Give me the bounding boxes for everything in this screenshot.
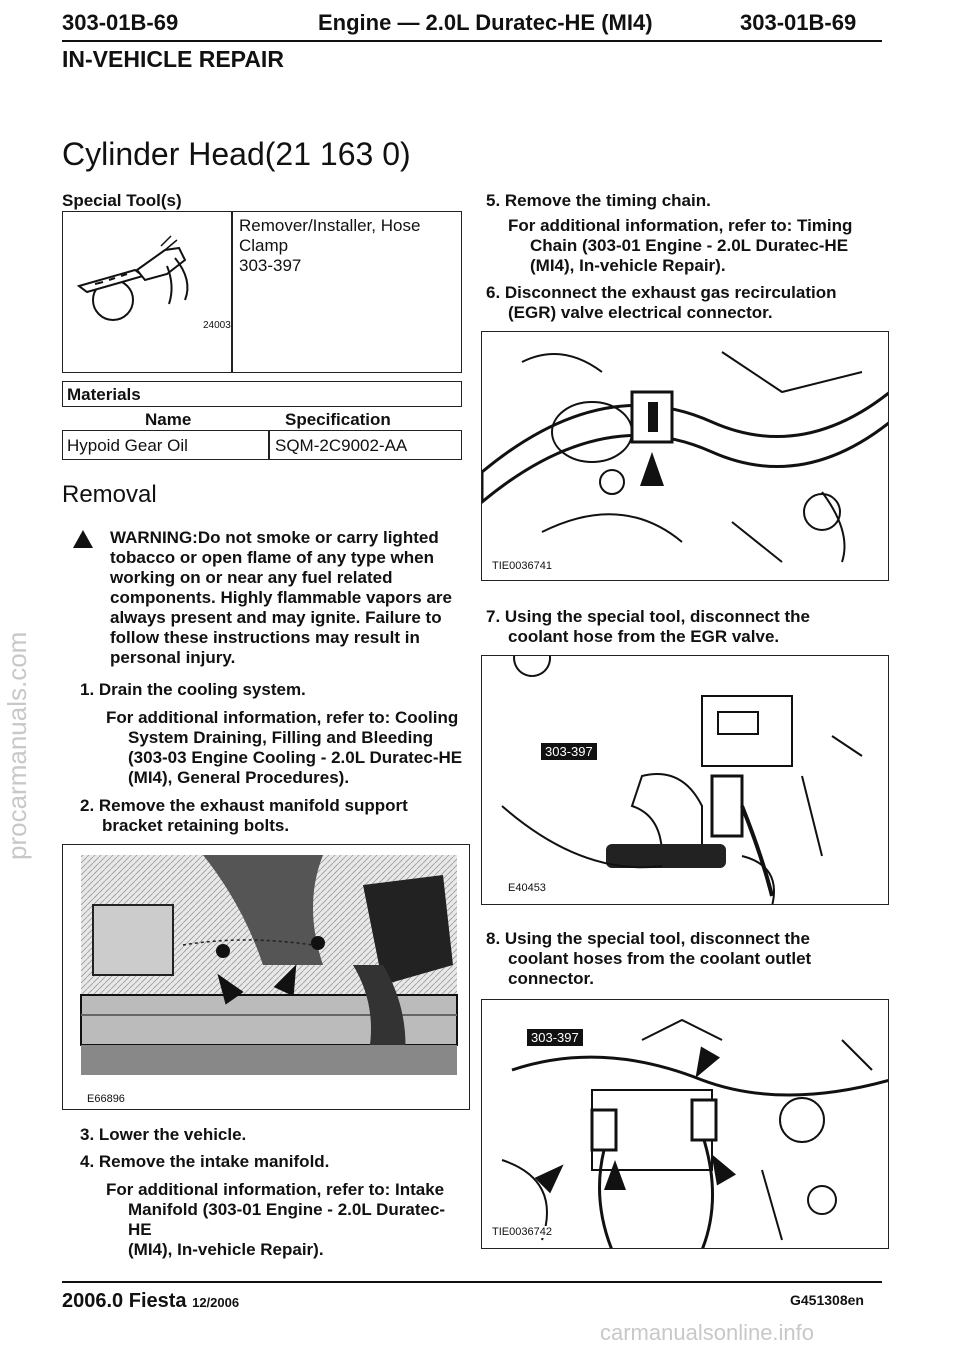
ref-line: (MI4), General Procedures). (128, 768, 350, 787)
figure-4-label: TIE0036742 (492, 1226, 552, 1238)
footer-rule (62, 1281, 882, 1283)
ref-line: (MI4), In-vehicle Repair). (530, 256, 726, 275)
step-1-reference (106, 708, 466, 788)
warning-line: components. Highly flammable vapors are (110, 588, 452, 607)
special-tool-callout: 303-397 (526, 1028, 584, 1047)
header-right-code: 303-01B-69 (740, 10, 857, 35)
warning-line: working on or near any fuel related (110, 568, 393, 587)
step-7-line: 7. Using the special tool, disconnect the (486, 607, 811, 626)
ref-line: For additional information, refer to: Cooling (106, 708, 459, 727)
special-tool-callout: 303-397 (540, 742, 598, 761)
footer-model-text: 2006.0 Fiesta (62, 1290, 187, 1312)
figure-coolant-outlet-connector (481, 999, 889, 1249)
materials-col-spec: Specification (285, 410, 391, 429)
step-2-line: 2. Remove the exhaust manifold support (80, 796, 408, 815)
material-spec: SQM-2C9002-AA (275, 436, 408, 455)
warning-triangle-icon (72, 529, 94, 549)
special-tool-table (62, 211, 462, 373)
hose-arrow-icon (604, 1160, 626, 1190)
warning-line: tobacco or open flame of any type when (110, 548, 434, 567)
materials-heading-box (62, 381, 462, 407)
tool-table-divider (231, 212, 233, 372)
hose-clamp-tool-illustration (75, 230, 225, 330)
step-8-line: 8. Using the special tool, disconnect the (486, 929, 811, 948)
header-left-code: 303-01B-69 (62, 10, 179, 35)
figure-egr-coolant-hose (481, 655, 889, 905)
warning-line: WARNING:Do not smoke or carry lighted (110, 528, 439, 547)
tool-name-line2: Clamp (239, 236, 289, 255)
step-2-line: bracket retaining bolts. (102, 816, 290, 835)
bottom-watermark: carmanualsonline.info (600, 1320, 815, 1345)
tool-name-line1: Remover/Installer, Hose (239, 216, 421, 235)
section-heading: IN-VEHICLE REPAIR (62, 46, 284, 72)
warning-line: follow these instructions may result in (110, 628, 420, 647)
ref-line: For additional information, refer to: Timing (508, 216, 853, 235)
step-8-line: coolant hoses from the coolant outlet (508, 949, 812, 968)
step-7-line: coolant hose from the EGR valve. (508, 627, 780, 646)
step-8-line: connector. (508, 969, 594, 988)
egr-coolant-hose-illustration (482, 656, 889, 905)
header-title: Engine — 2.0L Duratec-HE (MI4) (318, 10, 653, 35)
page-title: Cylinder Head(21 163 0) (62, 136, 411, 172)
header-rule (62, 40, 882, 42)
special-tools-heading: Special Tool(s) (62, 191, 182, 210)
step-4: 4. Remove the intake manifold. (80, 1152, 330, 1171)
egr-connector-illustration (482, 332, 889, 581)
step-6-line: (EGR) valve electrical connector. (508, 303, 773, 322)
footer-model (62, 1290, 239, 1313)
ref-line: For additional information, refer to: Intake (106, 1180, 445, 1199)
materials-row (62, 430, 462, 460)
ref-line: Chain (303-01 Engine - 2.0L Duratec-HE (530, 236, 849, 255)
step-5-reference (508, 216, 888, 276)
side-watermark: procarmanuals.com (2, 631, 32, 860)
tool-figure-label: 24003 (203, 320, 231, 331)
ref-line: (MI4), In-vehicle Repair). (128, 1240, 324, 1259)
warning-text (110, 528, 470, 668)
ref-line: System Draining, Filling and Bleeding (128, 728, 434, 747)
footer-date: 12/2006 (192, 1295, 240, 1310)
warning-line: always present and may ignite. Failure to (110, 608, 442, 627)
materials-col-name: Name (145, 410, 192, 429)
step-2 (80, 796, 460, 836)
removal-heading: Removal (62, 481, 157, 508)
step-6-line: 6. Disconnect the exhaust gas recirculation (486, 283, 837, 302)
step-8 (486, 929, 886, 989)
exhaust-bracket-illustration (63, 845, 470, 1110)
ref-line: Manifold (303-01 Engine - 2.0L Duratec-HE (128, 1200, 446, 1239)
tool-description (239, 216, 420, 276)
step-5: 5. Remove the timing chain. (486, 191, 711, 210)
materials-heading: Materials (67, 385, 141, 404)
connector-arrow-icon (640, 452, 664, 486)
figure-egr-connector (481, 331, 889, 581)
step-3: 3. Lower the vehicle. (80, 1125, 247, 1144)
material-name: Hypoid Gear Oil (67, 436, 188, 455)
figure-1-label: E66896 (87, 1093, 125, 1105)
figure-2-label: TIE0036741 (492, 560, 552, 572)
footer-code: G451308en (790, 1292, 864, 1308)
tool-number: 303-397 (239, 256, 302, 275)
ref-line: (303-03 Engine Cooling - 2.0L Duratec-HE (128, 748, 463, 767)
step-1: 1. Drain the cooling system. (80, 680, 306, 699)
step-6 (486, 283, 886, 323)
warning-line: personal injury. (110, 648, 236, 667)
figure-exhaust-bracket (62, 844, 470, 1110)
step-4-reference (106, 1180, 466, 1260)
figure-3-label: E40453 (508, 882, 546, 894)
materials-row-divider (268, 431, 270, 459)
step-7 (486, 607, 886, 647)
